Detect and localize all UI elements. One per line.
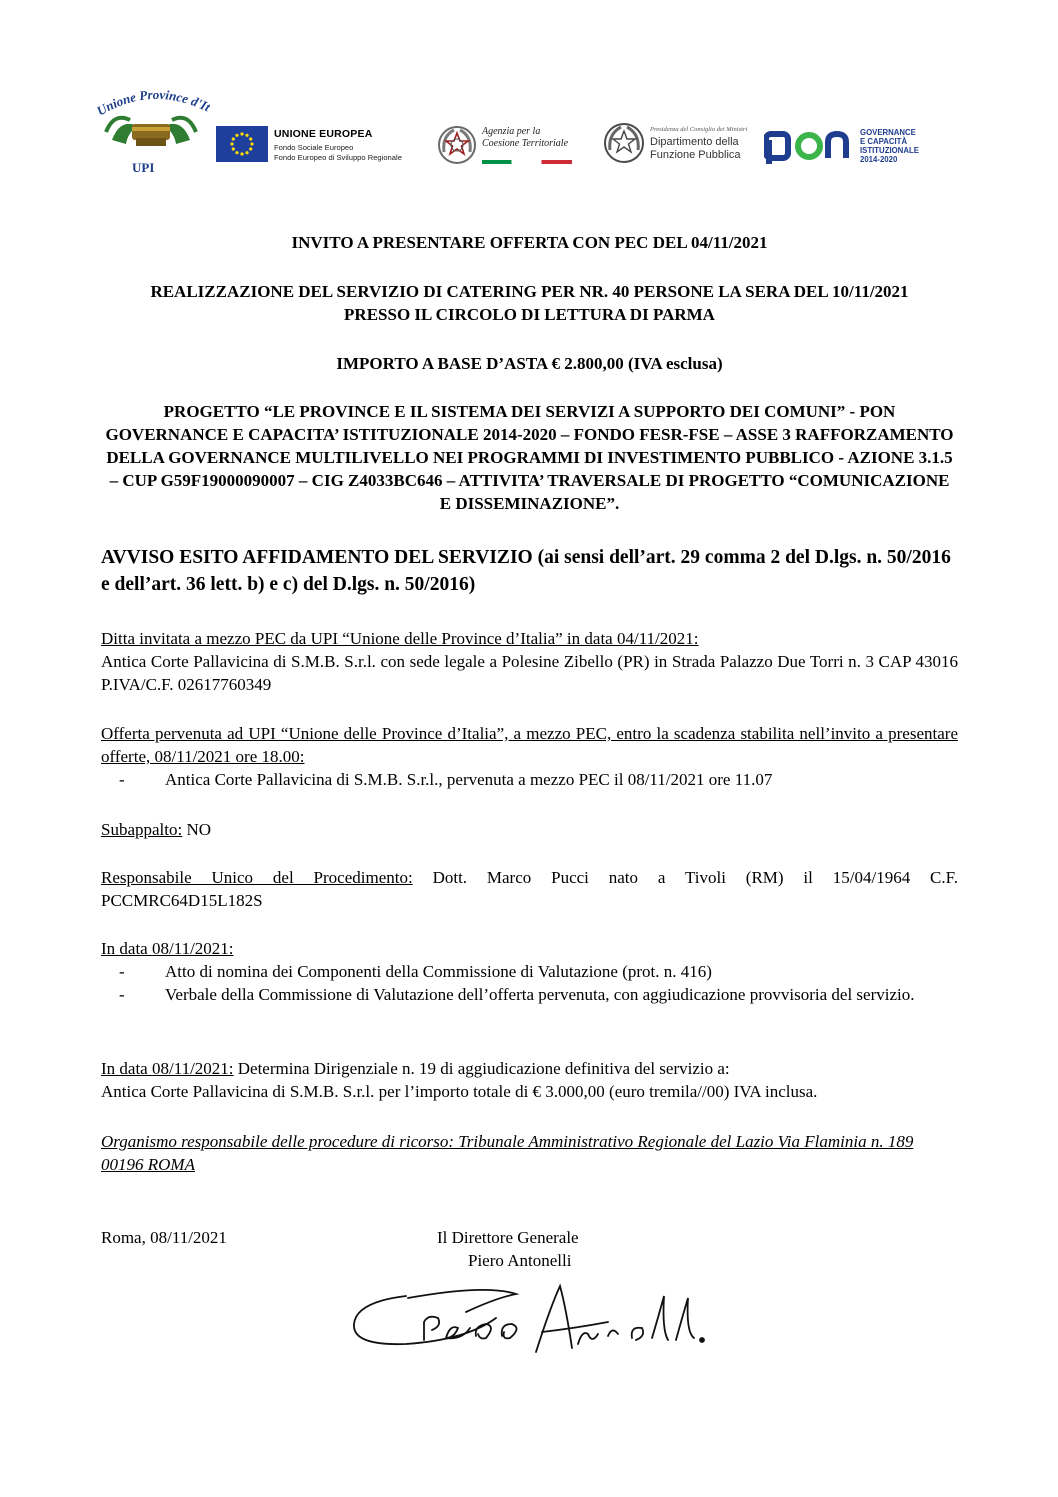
heading-importo: IMPORTO A BASE D’ASTA € 2.800,00 (IVA esclusa) — [336, 354, 723, 373]
eu-flag-icon — [216, 126, 268, 162]
agenzia-name: Agenzia per la Coesione Territoriale — [482, 126, 569, 149]
heading-invito: INVITO A PRESENTARE OFFERTA CON PEC DEL 04/11/2021 — [291, 233, 768, 252]
bullet-dash: - — [119, 770, 125, 789]
pon-line-3: ISTITUZIONALE — [860, 146, 919, 155]
data2-label: In data 08/11/2021: — [101, 1059, 234, 1078]
eu-fund-line-2: Fondo Europeo di Sviluppo Regionale — [274, 153, 402, 162]
ditta-text: Antica Corte Pallavicina di S.M.B. S.r.l. con sede legale a Polesine Zibello (PR) in Strada Palazzo Due Torri n. 3 CAP 43016 P.IVA/C.F. 02617760349 — [101, 652, 958, 694]
logo-strip — [92, 82, 942, 182]
signature-name: Piero Antonelli — [468, 1251, 572, 1270]
upi-short-label: UPI — [132, 160, 155, 175]
presidenza-line: Presidenza del Consiglio dei Ministri — [650, 126, 748, 133]
offerta-label: Offerta pervenuta ad UPI “Unione delle Province d’Italia”, a mezzo PEC, entro la scadenza stabilita nell’invito a presentare offerte, 08/11/2021 ore 18.00: — [101, 724, 958, 766]
funzione-pubblica-logo — [602, 120, 752, 168]
signature-role: Il Direttore Generale — [437, 1228, 579, 1247]
svg-text:Unione Province d'Italia — [92, 82, 210, 118]
pon-line-2: E CAPACITÀ — [860, 137, 908, 146]
heading-progetto: PROGETTO “LE PROVINCE E IL SISTEMA DEI SERVIZI A SUPPORTO DEI COMUNI” - PON GOVERNANCE E CAPACITA’ ISTITUZIONALE 2014-2020 – FONDO FESR-FSE – ASSE 3 RAFFORZAMENTO DELLA GOVERNANCE MULTILIVELLO NEI PROGRAMMI DI INVESTIMENTO PUBBLICO - AZIONE 3.1.5 – CUP G59F19000090007 – CIG Z4033BC646 – ATTIVITA’ TRAVERSALE DI PROGETTO “COMUNICAZIONE E DISSEMINAZIONE”. — [105, 402, 954, 513]
dipartimento-line-1: Dipartimento della — [650, 136, 739, 148]
subappalto-section — [101, 818, 958, 841]
ricorso-text: Organismo responsabile delle procedure di ricorso: Tribunale Amministrativo Regionale del Lazio Via Flaminia n. 189 00196 ROMA — [101, 1132, 914, 1174]
bullet-dash: - — [119, 962, 125, 981]
handwritten-signature — [346, 1278, 716, 1364]
pon-wordmark-text: PON — [764, 126, 767, 127]
data2-value: Determina Dirigenziale n. 19 di aggiudicazione definitiva del servizio a: — [233, 1059, 730, 1078]
rup-value: Dott. Marco Pucci nato a Tivoli (RM) il 15/04/1964 C.F. PCCMRC64D15L182S — [101, 868, 958, 910]
bullet-dash: - — [119, 985, 125, 1004]
data2-line-2: Antica Corte Pallavicina di S.M.B. S.r.l. per l’importo totale di € 3.000,00 (euro tremila//00) IVA inclusa. — [101, 1082, 818, 1101]
rup-section — [101, 866, 958, 912]
data1-label: In data 08/11/2021: — [101, 939, 234, 958]
upi-emblem — [92, 82, 210, 162]
eu-title: UNIONE EUROPEA — [274, 128, 373, 140]
eu-logo — [216, 126, 402, 166]
ditta-label: Ditta invitata a mezzo PEC da UPI “Unione delle Province d’Italia” in data 04/11/2021: — [101, 629, 699, 648]
italian-emblem-icon — [436, 122, 478, 168]
republic-emblem-icon — [602, 120, 646, 166]
subappalto-value: NO — [182, 820, 212, 839]
dipartimento-line-2: Funzione Pubblica — [650, 149, 741, 161]
avviso-esito-title: AVVISO ESITO AFFIDAMENTO DEL SERVIZIO (ai sensi dell’art. 29 comma 2 del D.lgs. n. 50/2016 e dell’art. 36 lett. b) e c) del D.lgs. n. 50/2016) — [101, 547, 951, 595]
offerta-item — [101, 768, 958, 791]
pon-wordmark — [764, 126, 856, 168]
eu-fund-line-1: Fondo Sociale Europeo — [274, 143, 354, 152]
data1-item-2-text: Verbale della Commissione di Valutazione dell’offerta pervenuta, con aggiudicazione provvisoria del servizio. — [165, 985, 915, 1004]
data2-line-1 — [101, 1057, 958, 1080]
data1-item-2 — [101, 983, 958, 1006]
data2-section — [101, 1057, 958, 1103]
pon-governance-logo — [764, 126, 934, 168]
ditta-section — [101, 627, 958, 696]
signature-place-date: Roma, 08/11/2021 — [101, 1228, 227, 1247]
data1-item-1-text: Atto di nomina dei Componenti della Commissione di Valutazione (prot. n. 416) — [165, 962, 712, 981]
heading-realizzazione: REALIZZAZIONE DEL SERVIZIO DI CATERING PER NR. 40 PERSONE LA SERA DEL 10/11/2021 PRESSO IL CIRCOLO DI LETTURA DI PARMA — [150, 282, 909, 324]
agenzia-coesione-logo — [436, 122, 576, 168]
subappalto-label: Subappalto: — [101, 820, 183, 839]
pon-line-4: 2014-2020 — [860, 155, 898, 164]
italian-flag-stripe — [482, 160, 572, 164]
offerta-section — [101, 722, 958, 791]
upi-logo — [92, 82, 210, 178]
pon-line-1: GOVERNANCE — [860, 128, 916, 137]
offerta-item-text: Antica Corte Pallavicina di S.M.B. S.r.l., pervenuta a mezzo PEC il 08/11/2021 ore 11.07 — [165, 770, 773, 789]
upi-arc-text: Unione Province d'I — [94, 86, 210, 119]
data1-item-1 — [101, 960, 958, 983]
rup-label: Responsabile Unico del Procedimento: — [101, 868, 413, 887]
data1-section — [101, 937, 958, 1006]
